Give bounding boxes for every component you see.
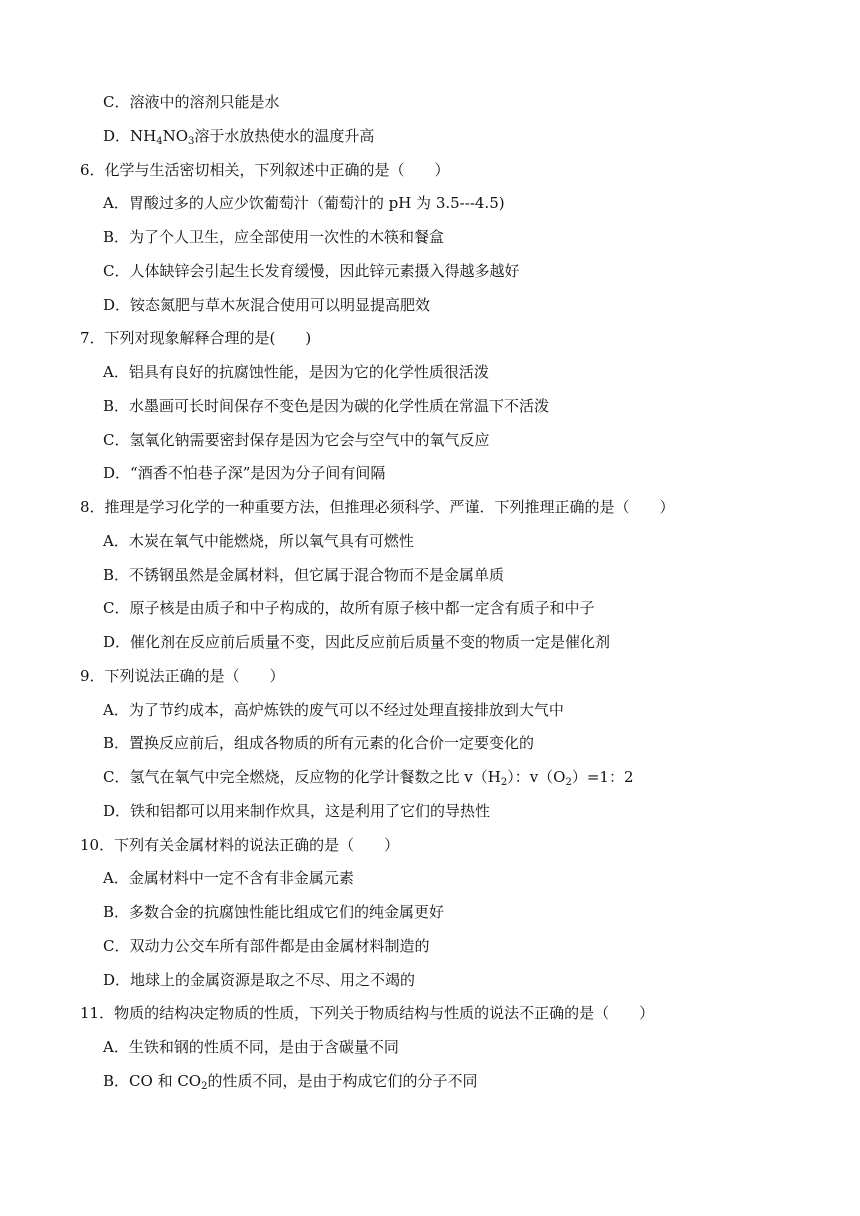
- question-stem: 9．下列说法正确的是（ ）: [80, 666, 285, 685]
- subscript: 2: [565, 777, 572, 788]
- answer-option: B．为了个人卫生，应全部使用一次性的木筷和餐盒: [103, 228, 445, 246]
- answer-option: A．胃酸过多的人应少饮葡萄汁（葡萄汁的 pH 为 3.5---4.5): [103, 194, 505, 213]
- text-segment: 的性质不同，是由于构成它们的分子不同: [207, 1071, 478, 1090]
- text-segment: B．CO 和 CO: [103, 1071, 202, 1090]
- answer-option: D．铵态氮肥与草木灰混合使用可以明显提高肥效: [103, 295, 431, 314]
- text-segment: D．NH: [103, 126, 157, 145]
- question-stem: 6．化学与生活密切相关，下列叙述中正确的是（ ）: [80, 160, 450, 179]
- question-stem: 8．推理是学习化学的一种重要方法，但推理必须科学、严谨．下列推理正确的是（ ）: [80, 498, 675, 516]
- answer-option: A．木炭在氧气中能燃烧，所以氧气具有可燃性: [103, 531, 414, 550]
- answer-option: B．不锈钢虽然是金属材料，但它属于混合物而不是金属单质: [103, 565, 505, 584]
- answer-option: [103, 126, 374, 146]
- answer-option: C．双动力公交车所有部件都是由金属材料制造的: [103, 936, 430, 955]
- text-segment: NO: [162, 126, 189, 145]
- answer-option: A．为了节约成本，高炉炼铁的废气可以不经过处理直接排放到大气中: [103, 700, 564, 719]
- answer-option: A．生铁和钢的性质不同，是由于含碳量不同: [103, 1038, 399, 1056]
- answer-option: [103, 1071, 478, 1091]
- answer-option: D．催化剂在反应前后质量不变，因此反应前后质量不变的物质一定是催化剂: [103, 633, 611, 651]
- subscript: 2: [201, 1080, 208, 1092]
- answer-option: [103, 767, 634, 787]
- subscript: 2: [500, 777, 508, 788]
- answer-option: B．多数合金的抗腐蚀性能比组成它们的纯金属更好: [103, 903, 445, 921]
- text-segment: C．氢气在氧气中完全燃烧，反应物的化学计餐数之比 v（H: [103, 768, 501, 786]
- answer-option: C．原子核是由质子和中子构成的，故所有原子核中都一定含有质子和中子: [103, 599, 595, 618]
- answer-option: A．金属材料中一定不含有非金属元素: [103, 869, 354, 888]
- answer-option: C．人体缺锌会引起生长发育缓慢，因此锌元素摄入得越多越好: [103, 261, 520, 280]
- subscript: 4: [156, 135, 163, 147]
- text-segment: ）：v（O: [507, 768, 566, 786]
- question-stem: 11．物质的结构决定物质的性质，下列关于物质结构与性质的说法不正确的是（ ）: [80, 1004, 655, 1023]
- text-segment: 溶于水放热使水的温度升高: [194, 126, 375, 145]
- question-stem: 7．下列对现象解释合理的是( ): [80, 329, 312, 348]
- text-segment: ）=1：2: [571, 768, 634, 786]
- answer-option: B．水墨画可长时间保存不变色是因为碳的化学性质在常温下不活泼: [103, 396, 550, 415]
- answer-option: D．铁和铝都可以用来制作炊具，这是利用了它们的导热性: [103, 801, 491, 820]
- answer-option: C．溶液中的溶剂只能是水: [103, 93, 280, 111]
- answer-option: D．地球上的金属资源是取之不尽、用之不竭的: [103, 970, 416, 989]
- answer-option: A．铝具有良好的抗腐蚀性能，是因为它的化学性质很活泼: [103, 363, 489, 381]
- answer-option: B．置换反应前后，组成各物质的所有元素的化合价一定要变化的: [103, 734, 535, 753]
- answer-option: D．“酒香不怕巷子深”是因为分子间有间隔: [103, 464, 386, 483]
- subscript: 3: [188, 135, 195, 147]
- answer-option: C．氢氧化钠需要密封保存是因为它会与空气中的氧气反应: [103, 430, 490, 449]
- question-stem: 10．下列有关金属材料的说法正确的是（ ）: [80, 835, 400, 854]
